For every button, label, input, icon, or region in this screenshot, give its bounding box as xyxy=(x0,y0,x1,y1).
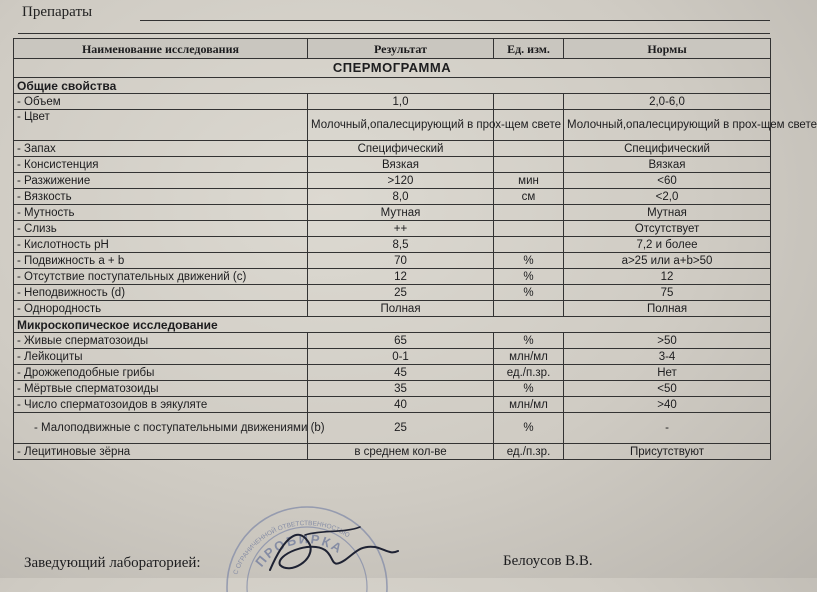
row-name: - Запах xyxy=(14,141,308,157)
row-result: 25 xyxy=(308,413,494,444)
row-result: ++ xyxy=(308,221,494,237)
row-name: - Цвет xyxy=(14,110,308,141)
row-name: - Вязкость xyxy=(14,189,308,205)
table-row xyxy=(14,444,771,460)
preparations-label: Препараты xyxy=(22,4,93,20)
row-norm: 75 xyxy=(564,285,771,301)
row-name: - Мутность xyxy=(14,205,308,221)
divider-line xyxy=(18,33,770,34)
row-unit: см xyxy=(494,189,564,205)
row-name: - Консистенция xyxy=(14,157,308,173)
row-result: 8,0 xyxy=(308,189,494,205)
row-norm: Мутная xyxy=(564,205,771,221)
report-title: СПЕРМОГРАММА xyxy=(14,59,771,78)
row-unit xyxy=(494,205,564,221)
col-header-test-name: Наименование исследования xyxy=(14,39,308,59)
row-unit: % xyxy=(494,269,564,285)
row-name: - Неподвижность (d) xyxy=(14,285,308,301)
row-unit: % xyxy=(494,381,564,397)
row-name: - Мёртвые сперматозоиды xyxy=(14,381,308,397)
table-row xyxy=(14,141,771,157)
row-result: 1,0 xyxy=(308,94,494,110)
row-norm: Вязкая xyxy=(564,157,771,173)
row-name: - Лейкоциты xyxy=(14,349,308,365)
row-norm: >50 xyxy=(564,333,771,349)
row-norm: >40 xyxy=(564,397,771,413)
table-row xyxy=(14,269,771,285)
table-row xyxy=(14,189,771,205)
row-name: - Живые сперматозоиды xyxy=(14,333,308,349)
row-norm: a>25 или a+b>50 xyxy=(564,253,771,269)
table-row xyxy=(14,365,771,381)
row-norm: Специфический xyxy=(564,141,771,157)
table-row xyxy=(14,301,771,317)
table-row xyxy=(14,221,771,237)
table-row xyxy=(14,94,771,110)
lab-head-name: Белоусов В.В. xyxy=(503,553,593,569)
row-result: 8,5 xyxy=(308,237,494,253)
row-result: 40 xyxy=(308,397,494,413)
table-row xyxy=(14,397,771,413)
row-result: 45 xyxy=(308,365,494,381)
section-microscopic: Микроскопическое исследование xyxy=(14,317,771,333)
col-header-result: Результат xyxy=(308,39,494,59)
row-result: Полная xyxy=(308,301,494,317)
row-unit: мин xyxy=(494,173,564,189)
row-unit: % xyxy=(494,413,564,444)
table-row xyxy=(14,237,771,253)
row-name: - Лецитиновые зёрна xyxy=(14,444,308,460)
table-header xyxy=(14,39,771,59)
row-unit: млн/мл xyxy=(494,397,564,413)
row-name: - Число сперматозоидов в эякуляте xyxy=(14,397,308,413)
signature xyxy=(250,515,400,578)
section-row xyxy=(14,78,771,94)
row-name: - Слизь xyxy=(14,221,308,237)
row-norm: Полная xyxy=(564,301,771,317)
lab-head-label: Заведующий лабораторией: xyxy=(24,555,201,571)
row-unit xyxy=(494,141,564,157)
row-norm: 2,0-6,0 xyxy=(564,94,771,110)
row-result: Мутная xyxy=(308,205,494,221)
row-result: Вязкая xyxy=(308,157,494,173)
row-result: 65 xyxy=(308,333,494,349)
table-row xyxy=(14,349,771,365)
table-row xyxy=(14,333,771,349)
row-result: Специфический xyxy=(308,141,494,157)
row-result: 70 xyxy=(308,253,494,269)
row-unit xyxy=(494,157,564,173)
col-header-unit: Ед. изм. xyxy=(494,39,564,59)
row-unit: млн/мл xyxy=(494,349,564,365)
preparations-line xyxy=(140,20,770,21)
table-row xyxy=(14,253,771,269)
row-name: - Отсутствие поступательных движений (c) xyxy=(14,269,308,285)
row-norm: Отсутствует xyxy=(564,221,771,237)
row-name: - Малоподвижные с поступательными движениями (b) xyxy=(14,413,308,444)
col-header-norms: Нормы xyxy=(564,39,771,59)
row-norm: <60 xyxy=(564,173,771,189)
table-row xyxy=(14,381,771,397)
row-name: - Кислотность pH xyxy=(14,237,308,253)
row-name: - Объем xyxy=(14,94,308,110)
row-result: >120 xyxy=(308,173,494,189)
section-general-properties: Общие свойства xyxy=(14,78,771,94)
row-unit: % xyxy=(494,285,564,301)
row-name: - Подвижность a + b xyxy=(14,253,308,269)
row-result: 25 xyxy=(308,285,494,301)
stamp-main-text: ПРОБИРКА xyxy=(252,531,347,570)
row-norm: <50 xyxy=(564,381,771,397)
table-row xyxy=(14,285,771,301)
row-unit: ед./п.зр. xyxy=(494,365,564,381)
section-row xyxy=(14,317,771,333)
row-result: 0-1 xyxy=(308,349,494,365)
row-result: Молочный,опалесцирующий в прох-щем свете xyxy=(308,110,494,141)
row-norm: Молочный,опалесцирующий в прох-щем свете xyxy=(564,110,771,141)
row-norm: - xyxy=(564,413,771,444)
row-name: - Разжижение xyxy=(14,173,308,189)
row-unit: % xyxy=(494,333,564,349)
row-norm: 7,2 и более xyxy=(564,237,771,253)
row-norm: Присутствуют xyxy=(564,444,771,460)
results-table xyxy=(13,38,817,460)
row-unit xyxy=(494,221,564,237)
row-norm: 12 xyxy=(564,269,771,285)
row-result: 12 xyxy=(308,269,494,285)
table-row xyxy=(14,173,771,189)
row-unit xyxy=(494,301,564,317)
row-unit xyxy=(494,94,564,110)
table-row xyxy=(14,205,771,221)
row-norm: 3-4 xyxy=(564,349,771,365)
report-title-row xyxy=(14,59,771,78)
table-row xyxy=(14,413,771,444)
row-name: - Однородность xyxy=(14,301,308,317)
row-result: в среднем кол-ве xyxy=(308,444,494,460)
row-name: - Дрожжеподобные грибы xyxy=(14,365,308,381)
row-unit xyxy=(494,237,564,253)
stamp-outer-text: С ОГРАНИЧЕННОЙ ОТВЕТСТВЕННОСТЬЮ xyxy=(232,520,351,576)
row-norm: Нет xyxy=(564,365,771,381)
row-unit: ед./п.зр. xyxy=(494,444,564,460)
row-norm: <2,0 xyxy=(564,189,771,205)
table-row xyxy=(14,157,771,173)
row-unit: % xyxy=(494,253,564,269)
row-result: 35 xyxy=(308,381,494,397)
table-row xyxy=(14,110,771,141)
